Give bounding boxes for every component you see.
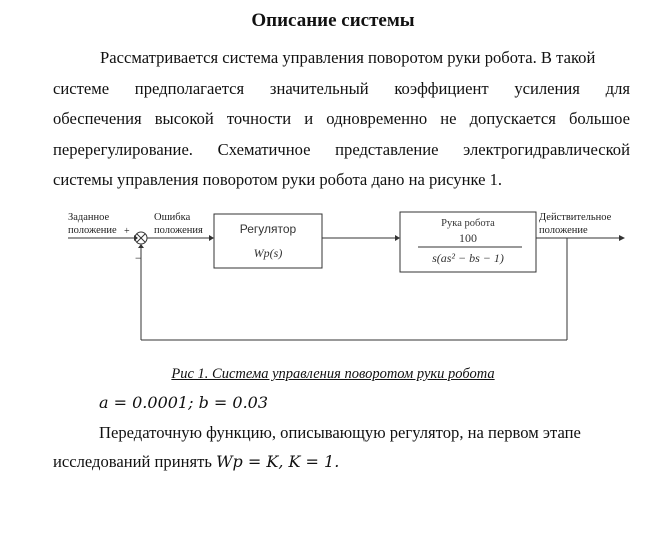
input-label-line1: Заданное: [68, 212, 110, 223]
text2-line1: Передаточную функцию, описывающую регулятор, на первом этапе: [99, 423, 581, 442]
output-label-line2: положение: [539, 225, 588, 236]
parameters-formula: a = 0.0001; b = 0.03: [99, 393, 269, 412]
intro-line: системе предполагается значительный коэффициент усиления для: [53, 78, 630, 98]
controller-title: Регулятор: [239, 222, 297, 236]
block-diagram: [62, 204, 642, 364]
sum-minus-sign: −: [135, 251, 142, 265]
controller-transfer-function: Wp(s): [253, 246, 283, 260]
error-label-line1: Ошибка: [154, 212, 191, 223]
intro-paragraph: [53, 43, 630, 196]
intro-line: Рассматривается система управления поворотом руки робота. В такой: [100, 48, 596, 67]
output-label-line1: Действительное: [539, 212, 612, 223]
text2-line2-prefix: исследований принять: [53, 452, 212, 471]
plant-denominator: s(as² − bs − 1): [432, 251, 504, 265]
page-title: Описание системы: [251, 10, 415, 31]
intro-line: перерегулирование. Схематичное представление электрогидравлической: [53, 139, 630, 159]
plant-title: Рука робота: [441, 218, 495, 229]
error-label-line2: положения: [154, 225, 203, 236]
intro-line: обеспечения высокой точности и одновременно не допускается большое: [53, 109, 630, 128]
sum-plus-sign: +: [124, 226, 130, 237]
controller-assignment: Wp = K, K = 1.: [216, 452, 340, 471]
figure-caption: Рис 1. Система управления поворотом руки робота: [171, 366, 495, 382]
text2-line2: [53, 452, 339, 472]
intro-line: системы управления поворотом руки робота дано на рисунке 1.: [53, 170, 503, 189]
input-label-line2: положение: [68, 225, 117, 236]
plant-numerator: 100: [459, 231, 477, 245]
